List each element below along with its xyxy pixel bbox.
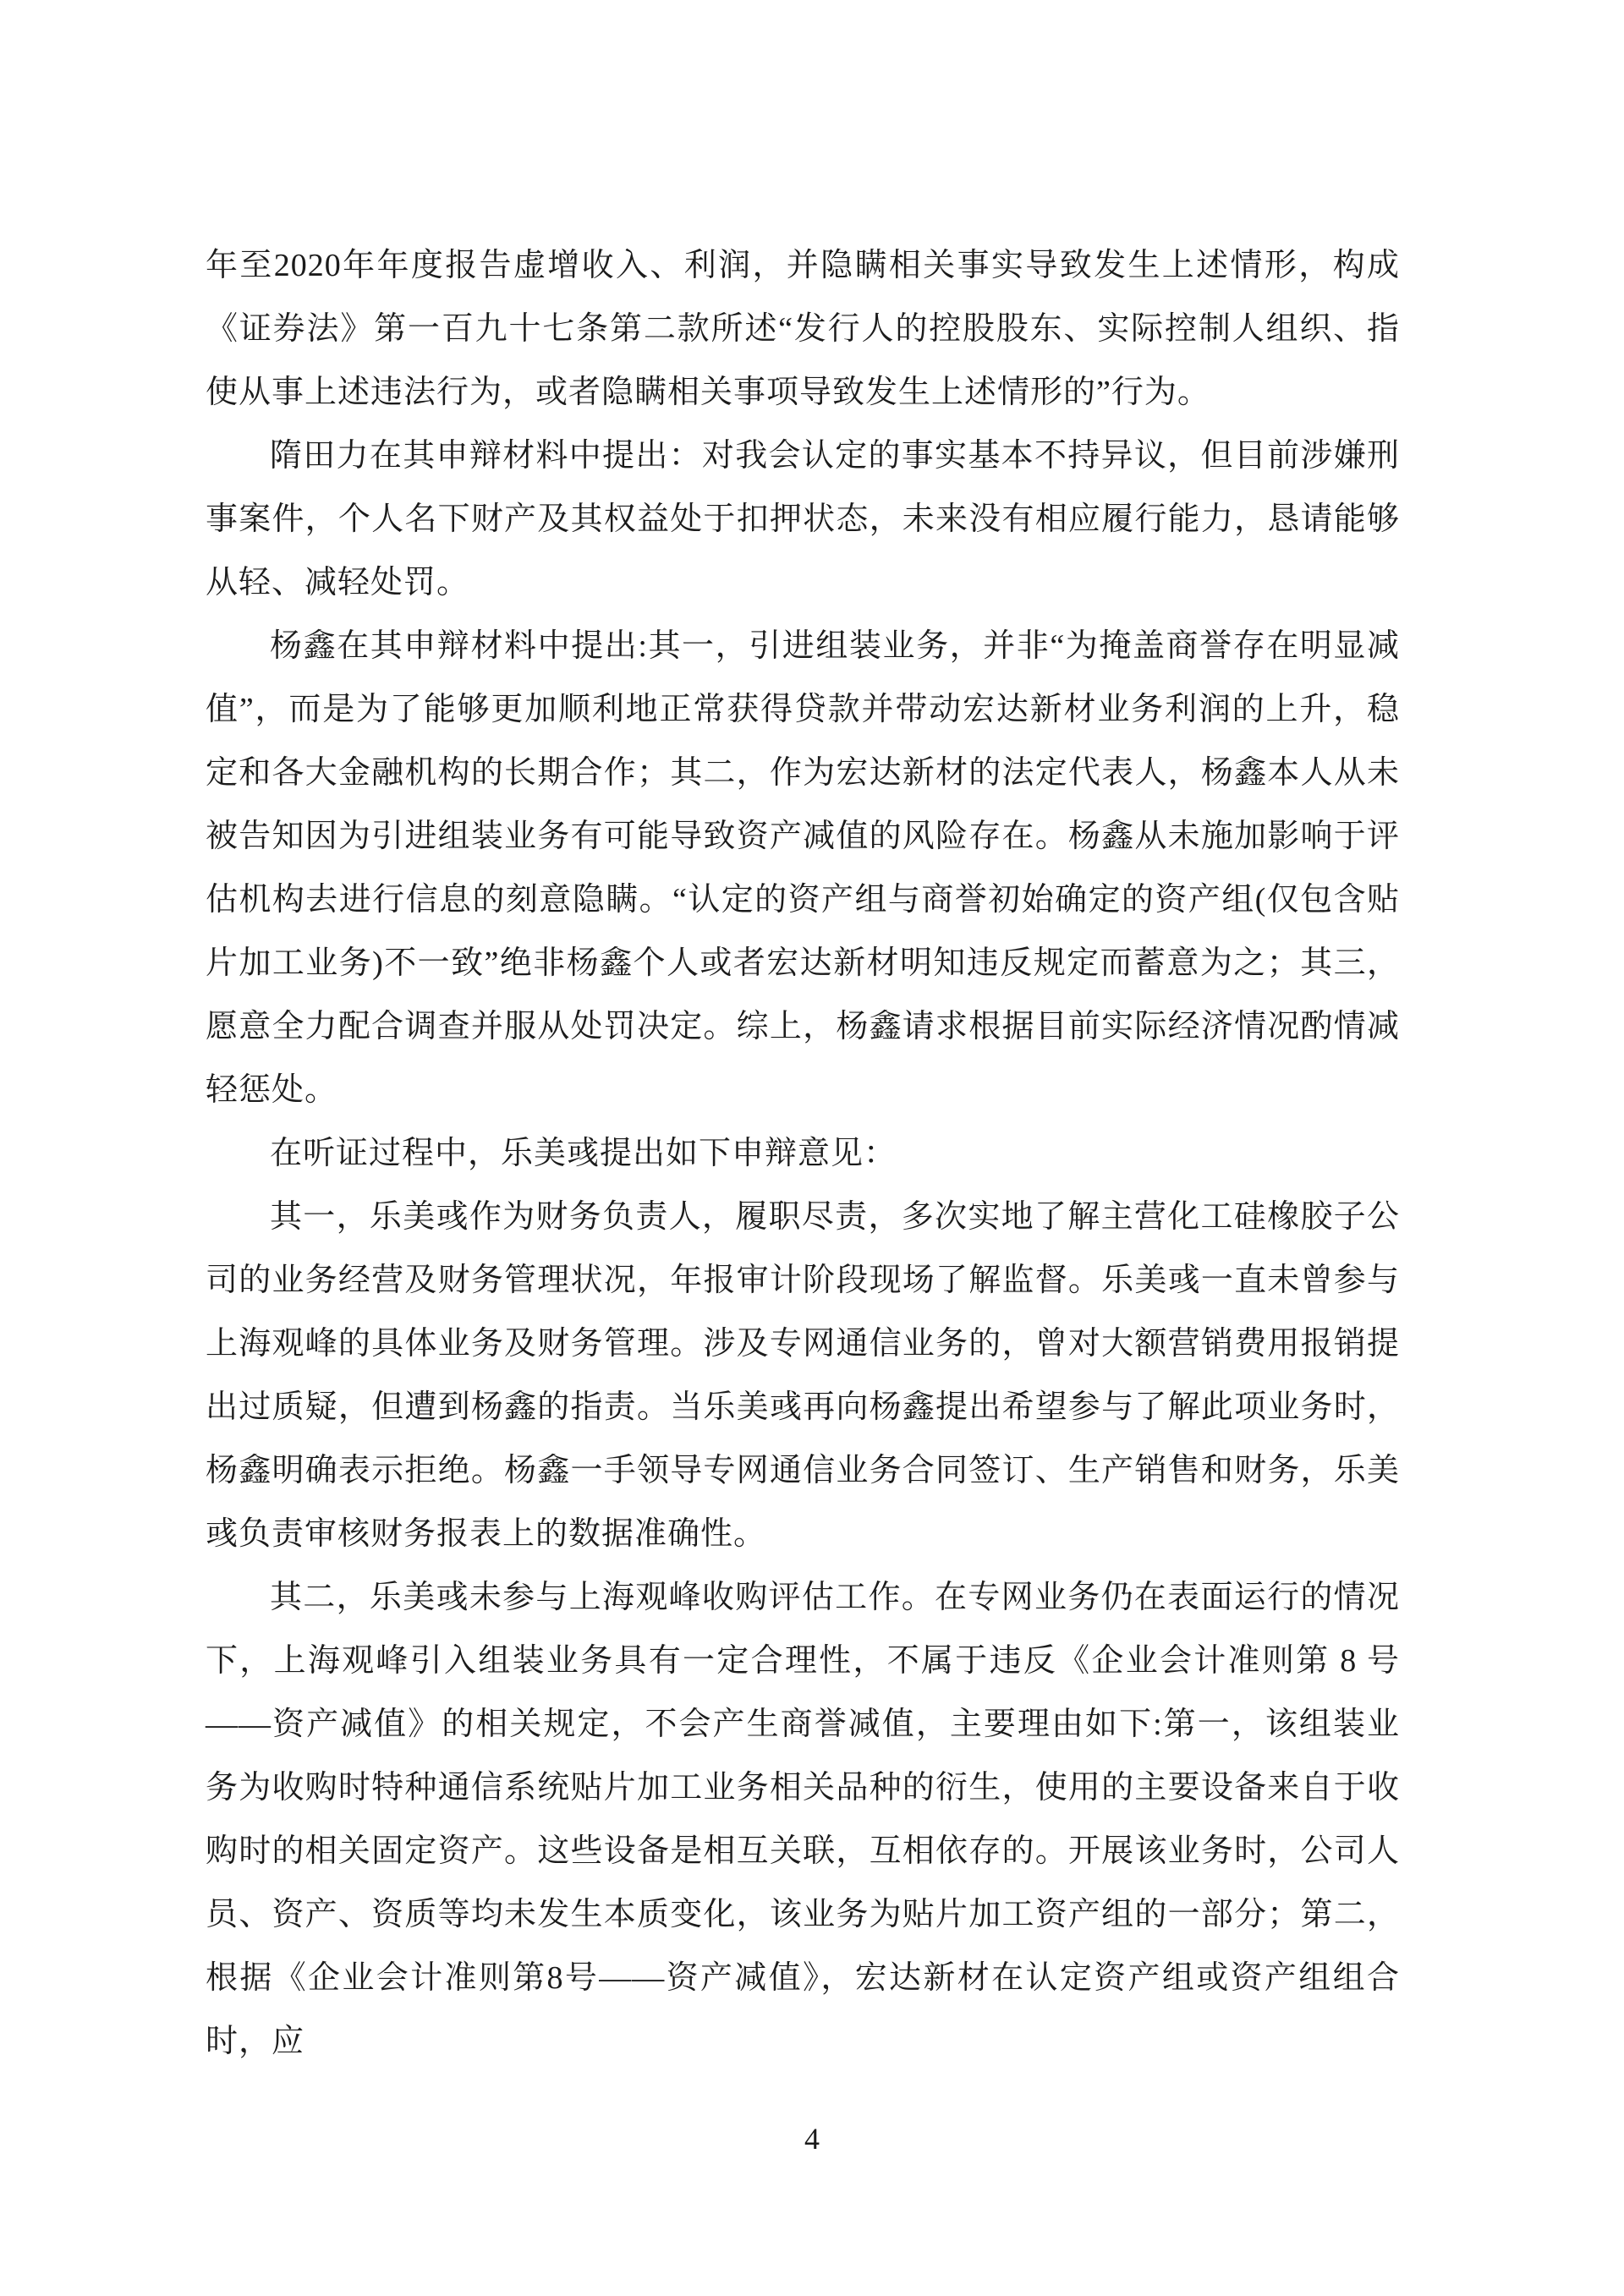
paragraph-le-meiyu-point-two: 其二，乐美彧未参与上海观峰收购评估工作。在专网业务仍在表面运行的情况下，上海观峰引入组装业务具有一定合理性，不属于违反《企业会计准则第 8 号——资产减值》的相关规定，不会产生商誉减值，主要理由如下:第一，该组装业务为收购时特种通信系统贴片加工业务相关品种的衍生，使用的主要设备来自于收购时的相关固定资产。这些设备是相互关联，互相依存的。开展该业务时，公司人员、资产、资质等均未发生本质变化，该业务为贴片加工资产组的一部分；第二，根据《企业会计准则第8号——资产减值》，宏达新材在认定资产组或资产组组合时，应 <box>206 1580 1400 2059</box>
document-body <box>206 234 1400 2074</box>
paragraph-hearing-intro: 在听证过程中，乐美彧提出如下申辩意见： <box>270 1136 897 1171</box>
paragraph-continuation: 年至2020年年度报告虚增收入、利润，并隐瞒相关事实导致发生上述情形，构成《证券法》第一百九十七条第二款所述“发行人的控股股东、实际控制人组织、指使从事上述违法行为，或者隐瞒相关事项导致发生上述情形的”行为。 <box>206 248 1400 410</box>
paragraph-le-meiyu-point-one: 其一，乐美彧作为财务负责人，履职尽责，多次实地了解主营化工硅橡胶子公司的业务经营及财务管理状况，年报审计阶段现场了解监督。乐美彧一直未曾参与上海观峰的具体业务及财务管理。涉及专网通信业务的，曾对大额营销费用报销提出过质疑，但遭到杨鑫的指责。当乐美彧再向杨鑫提出希望参与了解此项业务时，杨鑫明确表示拒绝。杨鑫一手领导专网通信业务合同签订、生产销售和财务，乐美彧负责审核财务报表上的数据准确性。 <box>206 1199 1400 1552</box>
page-number: 4 <box>804 2122 820 2156</box>
paragraph-sui-tianli-defense: 隋田力在其申辩材料中提出：对我会认定的事实基本不持异议，但目前涉嫌刑事案件，个人名下财产及其权益处于扣押状态，未来没有相应履行能力，恳请能够从轻、减轻处罚。 <box>206 438 1400 600</box>
paragraph-yang-xin-defense: 杨鑫在其申辩材料中提出:其一，引进组装业务，并非“为掩盖商誉存在明显减值”，而是为了能够更加顺利地正常获得贷款并带动宏达新材业务利润的上升，稳定和各大金融机构的长期合作；其二，作为宏达新材的法定代表人，杨鑫本人从未被告知因为引进组装业务有可能导致资产减值的风险存在。杨鑫从未施加影响于评估机构去进行信息的刻意隐瞒。“认定的资产组与商誉初始确定的资产组(仅包含贴片加工业务)不一致”绝非杨鑫个人或者宏达新材明知违反规定而蓄意为之；其三，愿意全力配合调查并服从处罚决定。综上，杨鑫请求根据目前实际经济情况酌情减轻惩处。 <box>206 628 1400 1108</box>
